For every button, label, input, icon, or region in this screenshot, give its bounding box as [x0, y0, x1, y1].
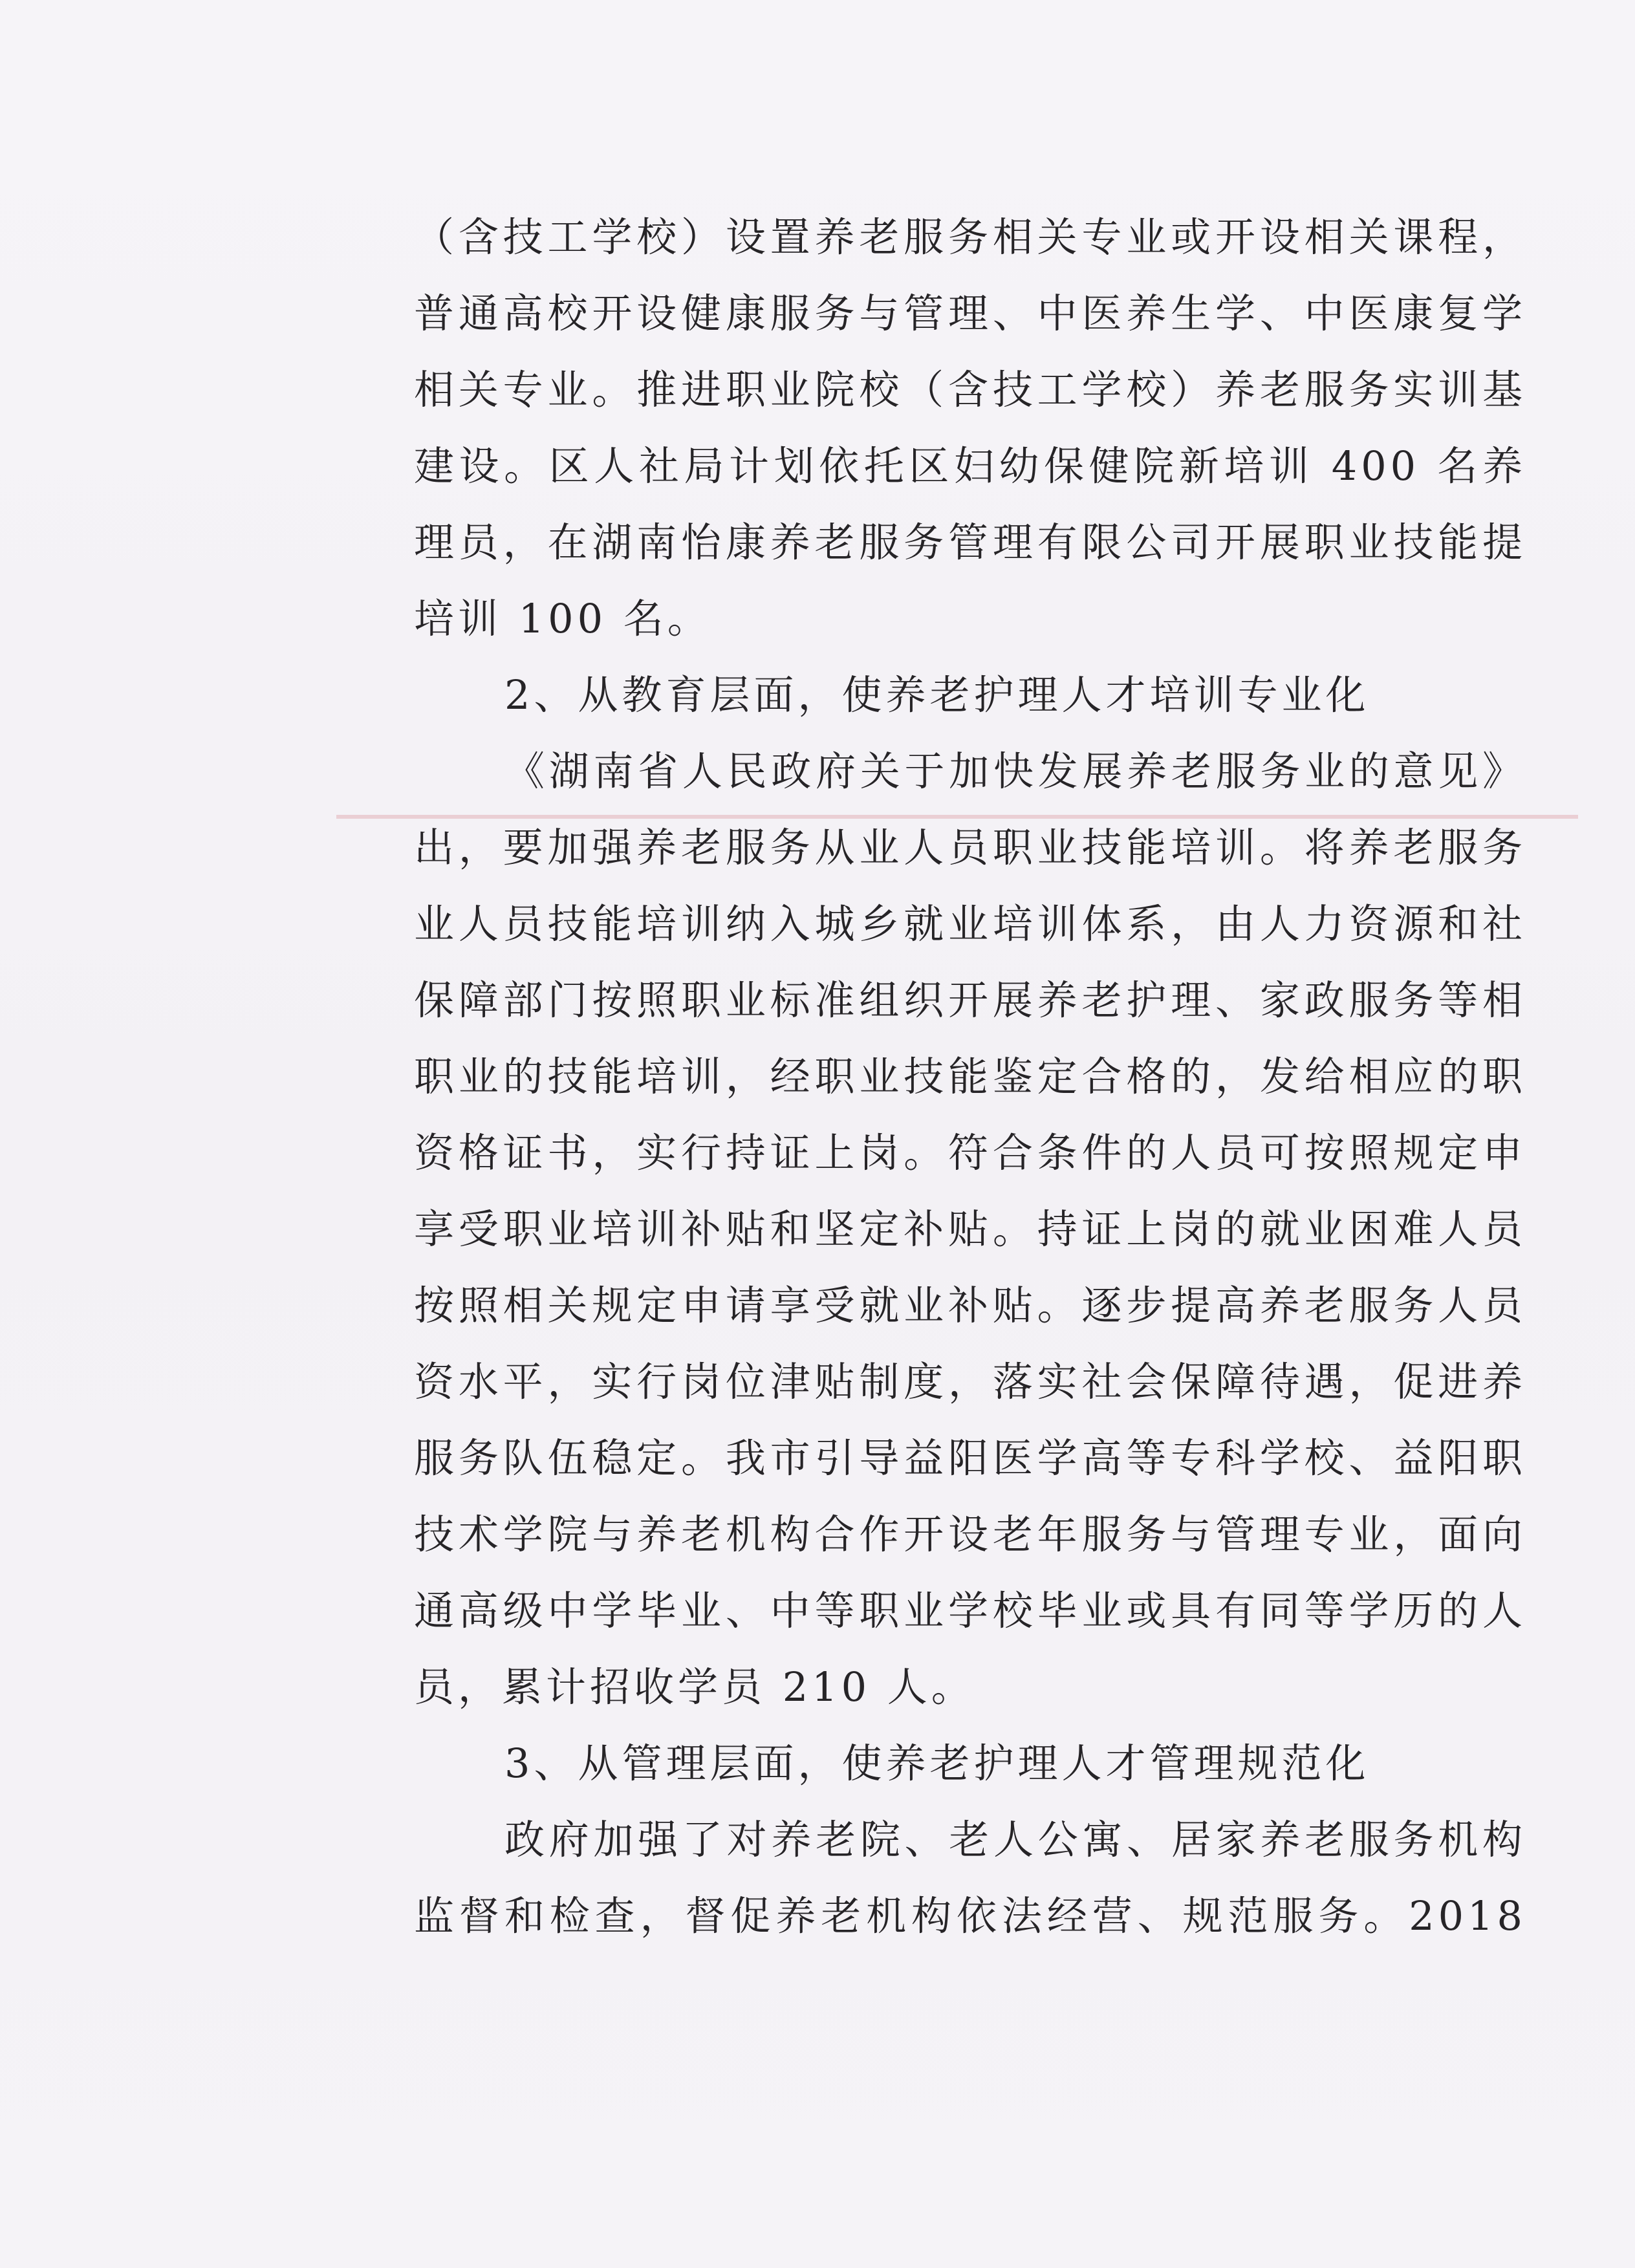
text-line: 2、从教育层面，使养老护理人才培训专业化	[504, 671, 1370, 718]
text-line: 技术学院与养老机构合作开设老年服务与管理专业，面向	[414, 1511, 1526, 1558]
text-line: 3、从管理层面，使养老护理人才管理规范化	[504, 1740, 1370, 1787]
text-line: 监督和检查，督促养老机构依法经营、规范服务。2018	[414, 1892, 1526, 1939]
text-line: 业人员技能培训纳入城乡就业培训体系，由人力资源和社	[414, 900, 1526, 947]
text-line: 保障部门按照职业标准组织开展养老护理、家政服务等相	[414, 977, 1526, 1024]
text-line: 《湖南省人民政府关于加快发展养老服务业的意见》	[504, 748, 1526, 795]
text-line: 享受职业培训补贴和坚定补贴。持证上岗的就业困难人员	[414, 1205, 1526, 1253]
text-line: 资格证书，实行持证上岗。符合条件的人员可按照规定申	[414, 1129, 1526, 1176]
text-line: 建设。区人社局计划依托区妇幼保健院新培训 400 名养	[414, 442, 1526, 490]
text-line: 普通高校开设健康服务与管理、中医养生学、中医康复学	[414, 290, 1526, 337]
text-line: 理员，在湖南怡康养老服务管理有限公司开展职业技能提	[414, 519, 1526, 566]
text-line: 培训 100 名。	[414, 595, 711, 642]
document-body	[414, 199, 1526, 1954]
text-line: 政府加强了对养老院、老人公寓、居家养老服务机构	[504, 1816, 1526, 1863]
text-line: 通高级中学毕业、中等职业学校毕业或具有同等学历的人	[414, 1587, 1526, 1634]
text-line: 按照相关规定申请享受就业补贴。逐步提高养老服务人员	[414, 1282, 1526, 1329]
text-line: 员，累计招收学员 210 人。	[414, 1663, 975, 1711]
text-line: 职业的技能培训，经职业技能鉴定合格的，发给相应的职	[414, 1053, 1526, 1100]
text-line: 资水平，实行岗位津贴制度，落实社会保障待遇，促进养	[414, 1358, 1526, 1405]
text-line: （含技工学校）设置养老服务相关专业或开设相关课程，	[414, 213, 1526, 261]
text-line: 服务队伍稳定。我市引导益阳医学高等专科学校、益阳职	[414, 1434, 1526, 1482]
text-line: 出，要加强养老服务从业人员职业技能培训。将养老服务	[414, 824, 1526, 871]
text-line: 相关专业。推进职业院校（含技工学校）养老服务实训基	[414, 366, 1526, 413]
